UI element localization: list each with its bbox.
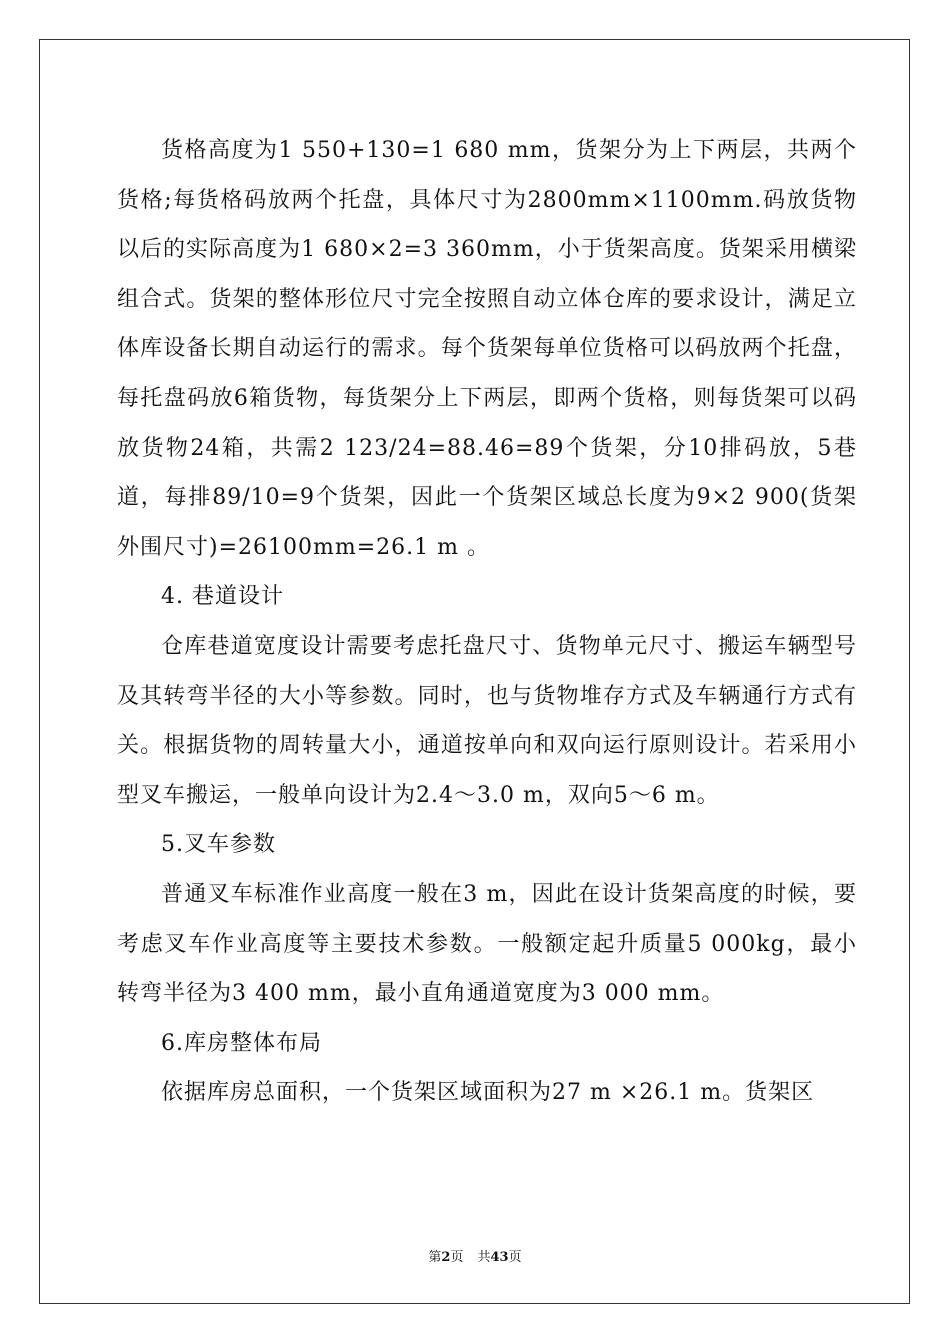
heading-forklift-parameters: 5.叉车参数 [161, 832, 276, 858]
total-prefix: 共 [477, 1250, 491, 1265]
total-suffix: 页 [508, 1250, 522, 1265]
page-suffix: 页 [450, 1250, 464, 1265]
paragraph-forklift-parameters: 普通叉车标准作业高度一般在3 m，因此在设计货架高度的时候，要考虑叉车作业高度等主要技术参数。一般额定起升质量5 000kg，最小转弯半径为3 400 mm，最小直角通道宽度为3 000 mm。 [117, 881, 857, 1007]
page-footer [0, 1246, 950, 1265]
document-body [117, 126, 857, 1118]
page-prefix: 第 [428, 1250, 442, 1265]
paragraph-aisle-design: 仓库巷道宽度设计需要考虑托盘尺寸、货物单元尺寸、搬运车辆型号及其转弯半径的大小等参数。同时，也与货物堆存方式及车辆通行方式有关。根据货物的周转量大小，通道按单向和双向运行原则设计。若采用小型叉车搬运，一般单向设计为2.4～3.0 m，双向5～6 m。 [117, 633, 857, 808]
heading-warehouse-layout: 6.库房整体布局 [161, 1030, 322, 1056]
paragraph-shelf-dimensions: 货格高度为1 550+130=1 680 mm，货架分为上下两层，共两个货格;每货格码放两个托盘，具体尺寸为2800mm×1100mm.码放货物以后的实际高度为1 680×2=3 360mm，小于货架高度。货架采用横梁组合式。货架的整体形位尺寸完全按照自动立体仓库的要求设计，满足立体库设备长期自动运行的需求。每个货架每单位货格可以码放两个托盘，每托盘码放6箱货物，每货架分上下两层，即两个货格，则每货架可以码放货物24箱，共需2 123/24=88.46=89个货架，分10排码放，5巷道，每排89/10=9个货架，因此一个货架区域总长度为9×2 900(货架外围尺寸)=26100mm=26.1 m 。 [117, 138, 857, 560]
total-pages: 43 [490, 1250, 509, 1265]
page-number: 2 [441, 1250, 451, 1265]
heading-aisle-design: 4. 巷道设计 [161, 584, 284, 610]
paragraph-warehouse-layout: 依据库房总面积，一个货架区域面积为27 m ×26.1 m。货架区 [161, 1080, 815, 1106]
